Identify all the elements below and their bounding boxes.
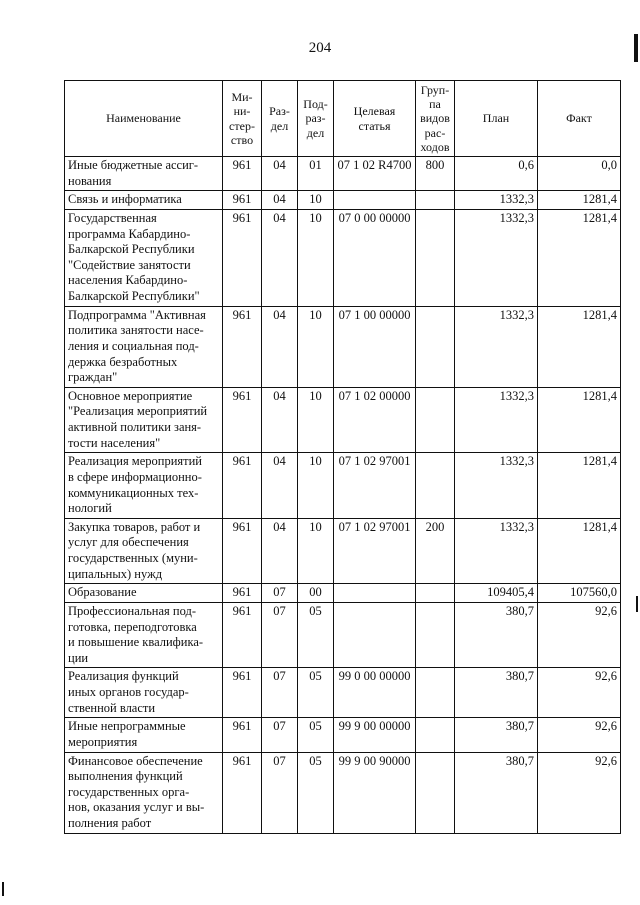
row-ministry: 961 (223, 584, 262, 603)
table-body (65, 157, 621, 834)
scan-edge-mark-top (634, 34, 638, 62)
row-fact: 1281,4 (538, 387, 621, 453)
row-section: 04 (262, 209, 298, 306)
row-subsection: 10 (298, 387, 334, 453)
row-name: Реализация функций иных органов государ- ственной власти (65, 668, 223, 718)
row-subsection: 10 (298, 191, 334, 210)
table-row (65, 157, 621, 191)
row-section: 07 (262, 718, 298, 752)
row-fact: 1281,4 (538, 306, 621, 387)
header-ministry: Ми- ни- стер- ство (223, 81, 262, 157)
row-fact: 92,6 (538, 668, 621, 718)
row-plan: 380,7 (455, 668, 538, 718)
row-fact: 92,6 (538, 602, 621, 668)
row-subsection: 10 (298, 306, 334, 387)
header-target-article: Целевая статья (334, 81, 416, 157)
row-section: 04 (262, 191, 298, 210)
row-name: Подпрограмма "Активная политика занятости насе- ления и социальная под- держка безработных граждан" (65, 306, 223, 387)
row-name: Образование (65, 584, 223, 603)
row-subsection: 05 (298, 718, 334, 752)
row-fact: 1281,4 (538, 518, 621, 584)
row-section: 07 (262, 602, 298, 668)
row-name: Основное мероприятие "Реализация мероприятий активной политики заня- тости населения" (65, 387, 223, 453)
row-fact: 1281,4 (538, 191, 621, 210)
row-subsection: 10 (298, 453, 334, 519)
row-subsection: 05 (298, 752, 334, 833)
header-plan: План (455, 81, 538, 157)
row-target-article (334, 584, 416, 603)
row-plan: 1332,3 (455, 453, 538, 519)
table-row (65, 752, 621, 833)
row-ministry: 961 (223, 718, 262, 752)
row-subsection: 05 (298, 602, 334, 668)
scan-edge-mark-middle (636, 596, 638, 612)
row-fact: 1281,4 (538, 209, 621, 306)
row-plan: 1332,3 (455, 387, 538, 453)
table-row (65, 191, 621, 210)
row-section: 04 (262, 387, 298, 453)
row-plan: 1332,3 (455, 191, 538, 210)
row-name: Связь и информатика (65, 191, 223, 210)
row-name: Государственная программа Кабардино- Балкарской Республики "Содействие занятости населения Кабардино- Балкарской Республики" (65, 209, 223, 306)
row-fact: 0,0 (538, 157, 621, 191)
header-row (65, 81, 621, 157)
header-fact: Факт (538, 81, 621, 157)
row-name: Иные непрограммные мероприятия (65, 718, 223, 752)
row-fact: 107560,0 (538, 584, 621, 603)
row-plan: 1332,3 (455, 306, 538, 387)
row-target-article: 07 1 02 97001 (334, 518, 416, 584)
row-section: 07 (262, 752, 298, 833)
row-target-article: 99 0 00 00000 (334, 668, 416, 718)
row-ministry: 961 (223, 209, 262, 306)
row-name: Реализация мероприятий в сфере информационно- коммуникационных тех- нологий (65, 453, 223, 519)
row-expense-group (416, 191, 455, 210)
row-fact: 92,6 (538, 718, 621, 752)
row-target-article (334, 602, 416, 668)
header-name: Наименование (65, 81, 223, 157)
header-subsection: Под- раз- дел (298, 81, 334, 157)
row-plan: 0,6 (455, 157, 538, 191)
row-subsection: 00 (298, 584, 334, 603)
row-plan: 380,7 (455, 718, 538, 752)
row-section: 04 (262, 157, 298, 191)
row-expense-group (416, 306, 455, 387)
row-ministry: 961 (223, 306, 262, 387)
row-ministry: 961 (223, 157, 262, 191)
row-name: Профессиональная под- готовка, переподготовка и повышение квалифика- ции (65, 602, 223, 668)
row-fact: 1281,4 (538, 453, 621, 519)
row-target-article: 07 0 00 00000 (334, 209, 416, 306)
row-expense-group (416, 584, 455, 603)
table-row (65, 668, 621, 718)
scan-edge-mark-bottom (2, 882, 4, 896)
row-name: Финансовое обеспечение выполнения функций государственных орга- нов, оказания услуг и вы- полнения работ (65, 752, 223, 833)
row-section: 07 (262, 584, 298, 603)
table-row (65, 387, 621, 453)
row-expense-group (416, 752, 455, 833)
row-target-article: 07 1 02 R4700 (334, 157, 416, 191)
table-row (65, 718, 621, 752)
row-expense-group: 800 (416, 157, 455, 191)
row-name: Закупка товаров, работ и услуг для обеспечения государственных (муни- ципальных) нужд (65, 518, 223, 584)
row-plan: 1332,3 (455, 518, 538, 584)
row-expense-group (416, 602, 455, 668)
page-number: 204 (308, 40, 332, 56)
row-section: 04 (262, 518, 298, 584)
row-plan: 1332,3 (455, 209, 538, 306)
row-subsection: 10 (298, 209, 334, 306)
row-expense-group (416, 209, 455, 306)
row-ministry: 961 (223, 518, 262, 584)
row-expense-group (416, 718, 455, 752)
row-target-article: 07 1 02 00000 (334, 387, 416, 453)
table-row (65, 518, 621, 584)
row-target-article: 07 1 00 00000 (334, 306, 416, 387)
row-subsection: 10 (298, 518, 334, 584)
row-expense-group (416, 387, 455, 453)
table-row (65, 306, 621, 387)
row-ministry: 961 (223, 752, 262, 833)
table-row (65, 209, 621, 306)
row-ministry: 961 (223, 387, 262, 453)
row-target-article (334, 191, 416, 210)
row-section: 07 (262, 668, 298, 718)
row-target-article: 99 9 00 90000 (334, 752, 416, 833)
row-target-article: 07 1 02 97001 (334, 453, 416, 519)
table-row (65, 584, 621, 603)
row-fact: 92,6 (538, 752, 621, 833)
row-section: 04 (262, 306, 298, 387)
row-expense-group (416, 668, 455, 718)
row-plan: 109405,4 (455, 584, 538, 603)
row-expense-group: 200 (416, 518, 455, 584)
row-target-article: 99 9 00 00000 (334, 718, 416, 752)
row-name: Иные бюджетные ассиг- нования (65, 157, 223, 191)
row-plan: 380,7 (455, 602, 538, 668)
header-section: Раз- дел (262, 81, 298, 157)
row-ministry: 961 (223, 668, 262, 718)
row-section: 04 (262, 453, 298, 519)
row-subsection: 01 (298, 157, 334, 191)
row-ministry: 961 (223, 453, 262, 519)
row-expense-group (416, 453, 455, 519)
budget-table (64, 80, 621, 834)
table-row (65, 453, 621, 519)
row-plan: 380,7 (455, 752, 538, 833)
header-expense-group: Груп- па видов рас- ходов (416, 81, 455, 157)
row-ministry: 961 (223, 191, 262, 210)
row-subsection: 05 (298, 668, 334, 718)
table-row (65, 602, 621, 668)
row-ministry: 961 (223, 602, 262, 668)
